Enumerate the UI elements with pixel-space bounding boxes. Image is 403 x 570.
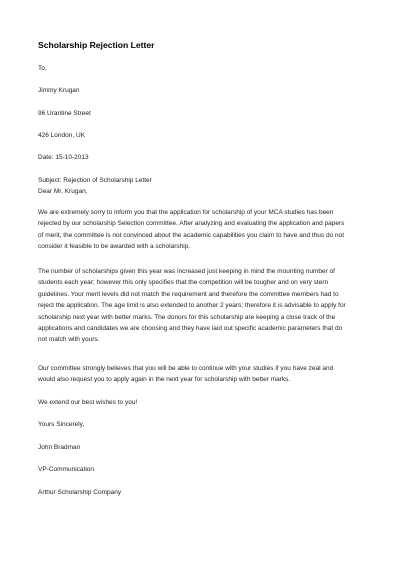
- paragraph-line: rejected by our scholarship Selection committee. After analyzing and evaluating the application and papers: [38, 220, 345, 228]
- paragraph-1: [38, 207, 365, 253]
- paragraph-line: The number of scholarships given this year was increased just keeping in mind the mounting number of: [38, 268, 335, 275]
- paragraph-line: would also request you to apply again in the next year for scholarship with better marks.: [38, 376, 291, 384]
- closing: Yours Sincerely,: [38, 421, 85, 428]
- paragraph-line: of merit, the committee is not convinced about the academic capabilities you claim to have and thus do not: [38, 231, 345, 239]
- paragraph-line: guidelines. Your merit levels did not match the requirement and therefore the committee members had to: [38, 290, 339, 298]
- letter-subject: Subject: Rejection of Scholarship Letter: [38, 177, 152, 184]
- recipient-name: Jimmy Krugan: [38, 87, 80, 94]
- paragraph-line: applications and candidates we are choosing and they have laid out specific academic parameters that do: [38, 325, 343, 333]
- paragraph-line: Our committee strongly believes that you will be able to continue with your studies if you have zeal and: [38, 365, 334, 372]
- document-title: Scholarship Rejection Letter: [38, 40, 155, 50]
- paragraph-line: not match with yours.: [38, 336, 100, 344]
- salutation-to: To,: [38, 65, 47, 72]
- paragraph-3: [38, 363, 365, 386]
- paragraph-line: We are extremely sorry to inform you that the application for scholarship of your MCA studies has been: [38, 209, 334, 216]
- paragraph-line: students each year; however this only specifies that the competition will be tougher and on very stern: [38, 279, 329, 287]
- signer-name: John Bradman: [38, 444, 81, 451]
- paragraph-2: [38, 266, 365, 346]
- address-city: 426 London, UK: [38, 132, 85, 139]
- letter-date: Date: 15-10-2013: [38, 154, 89, 161]
- paragraph-line: reject the application. The age limit is also extended to another 2 years; therefore it is advisable to apply for: [38, 302, 346, 310]
- organization-name: Arthur Scholarship Company: [38, 489, 122, 496]
- letter-greeting: Dear Mr. Krugan,: [38, 188, 88, 195]
- best-wishes: We extend our best wishes to you!: [38, 399, 138, 406]
- paragraph-line: consider it feasible to be awarded with a scholarship.: [38, 243, 191, 251]
- signer-title: VP-Communication: [38, 466, 94, 473]
- address-street: 96 Urantine Street: [38, 110, 91, 117]
- paragraph-line: scholarship next year with better marks. The donors for this scholarship are keeping a close track of the: [38, 313, 336, 321]
